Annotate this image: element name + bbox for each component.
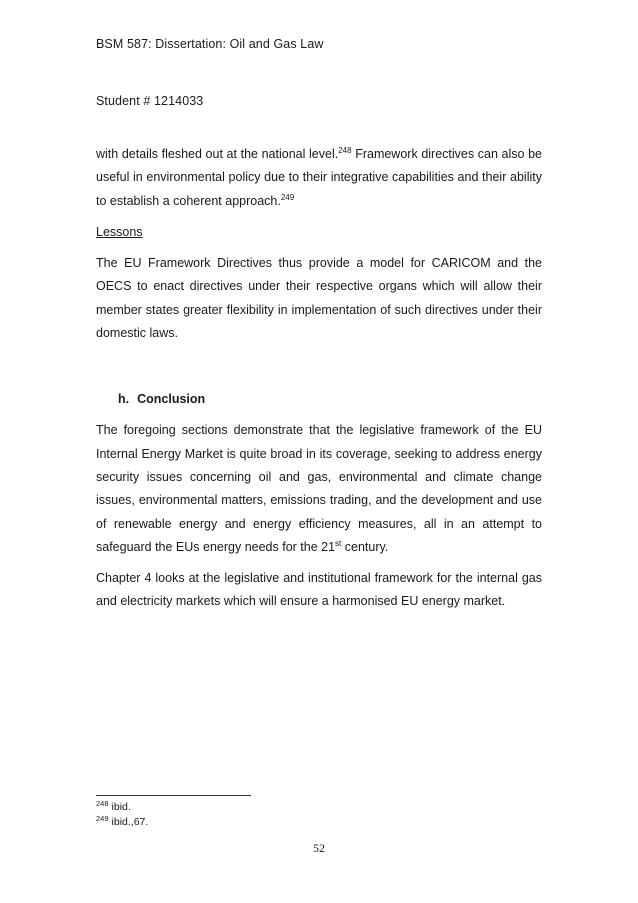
footnote-text: ibid. xyxy=(111,801,131,813)
paragraph-1-text-b: Framework directives can also be useful in environmental policy due to their integrative capabilities and their ability to establish a coherent approach. xyxy=(96,147,542,208)
paragraph-1 xyxy=(96,143,542,213)
section-marker: h. xyxy=(118,392,130,407)
paragraph-3-text-b: century. xyxy=(341,539,389,554)
section-title: Conclusion xyxy=(137,392,206,407)
footnote-number: 249 xyxy=(96,814,109,823)
footnote-ref-249: 249 xyxy=(280,192,295,202)
ordinal-superscript: st xyxy=(335,538,342,548)
footnote-ref-248: 248 xyxy=(338,146,352,155)
footnote-number: 248 xyxy=(96,799,109,808)
footnote-text: ibid.,67. xyxy=(111,816,149,828)
page-number: 52 xyxy=(313,841,325,855)
footnote-248 xyxy=(96,801,131,813)
body-text xyxy=(96,143,542,614)
section-heading xyxy=(118,388,542,411)
footnote-249 xyxy=(96,816,148,828)
lessons-heading: Lessons xyxy=(96,224,143,239)
paragraph-3 xyxy=(96,419,542,559)
paragraph-2: The EU Framework Directives thus provide a model for CARICOM and the OECS to enact directives under their respective organs which will allow their member states greater flexibility in implementation of such directives under their domestic laws. xyxy=(96,256,542,341)
running-header-title: BSM 587: Dissertation: Oil and Gas Law xyxy=(96,37,324,51)
paragraph-1-text-a: with details fleshed out at the national level. xyxy=(96,147,339,161)
paragraph-4: Chapter 4 looks at the legislative and institutional framework for the internal gas and electricity markets which will ensure a harmonised EU energy market. xyxy=(96,571,542,609)
footnote-separator xyxy=(96,795,251,796)
running-header-student: Student # 1214033 xyxy=(96,94,204,108)
paragraph-3-text-a: The foregoing sections demonstrate that the legislative framework of the EU Internal Energy Market is quite broad in its coverage, seeking to address energy security issues concerning oil and gas, environmental and climate change issues, environmental matters, emissions trading, and the development and use of renewable energy and energy efficiency measures, all in an attempt to safeguard the EUs energy needs for the 21 xyxy=(96,423,542,554)
